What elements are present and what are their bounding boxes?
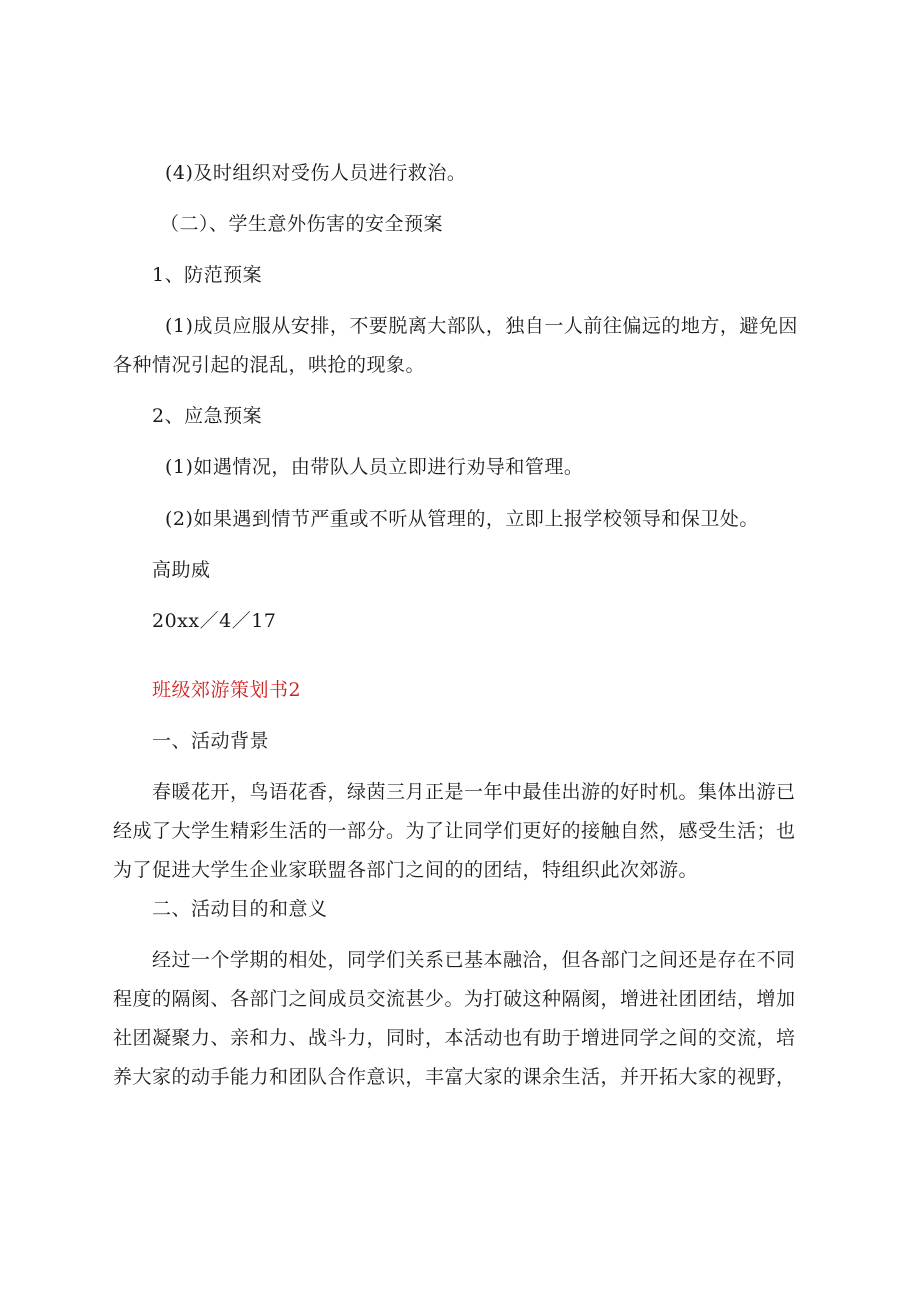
text-line: (2)如果遇到情节严重或不听从管理的，立即上报学校领导和保卫处。 — [165, 508, 759, 530]
section-heading: 一、活动背景 — [152, 730, 270, 752]
paragraph-line: 经过一个学期的相处，同学们关系已基本融洽，但各部门之间还是存在不同 — [152, 949, 796, 971]
document-title: 班级郊游策划书2 — [152, 679, 302, 701]
paragraph-line: 为了促进大学生企业家联盟各部门之间的的团结，特组织此次郊游。 — [113, 859, 699, 881]
paragraph-line: 春暖花开，鸟语花香，绿茵三月正是一年中最佳出游的好时机。集体出游已 — [152, 781, 796, 803]
sub-heading: 1、防范预案 — [152, 264, 263, 286]
text-line: (4)及时组织对受伤人员进行救治。 — [165, 162, 467, 184]
paragraph-line: 程度的隔阂、各部门之间成员交流甚少。为打破这种隔阂，增进社团团结，增加 — [113, 988, 796, 1010]
paragraph-line: 社团凝聚力、亲和力、战斗力，同时，本活动也有助于增进同学之间的交流，培 — [113, 1027, 796, 1049]
text-line: (1)如遇情况，由带队人员立即进行劝导和管理。 — [165, 456, 584, 478]
text-line: 各种情况引起的混乱，哄抢的现象。 — [113, 354, 426, 376]
paragraph-line: 养大家的动手能力和团队合作意识，丰富大家的课余生活，并开拓大家的视野， — [113, 1066, 796, 1088]
signature-date: 20xx／4／17 — [152, 610, 277, 632]
text-line: (1)成员应服从安排，不要脱离大部队，独自一人前往偏远的地方，避免因 — [165, 315, 798, 337]
section-heading: （二）、学生意外伤害的安全预案 — [160, 213, 444, 235]
signature-name: 高助威 — [152, 559, 211, 581]
sub-heading: 2、应急预案 — [152, 405, 263, 427]
paragraph-line: 经成了大学生精彩生活的一部分。为了让同学们更好的接触自然，感受生活；也 — [113, 820, 796, 842]
section-heading: 二、活动目的和意义 — [152, 898, 328, 920]
